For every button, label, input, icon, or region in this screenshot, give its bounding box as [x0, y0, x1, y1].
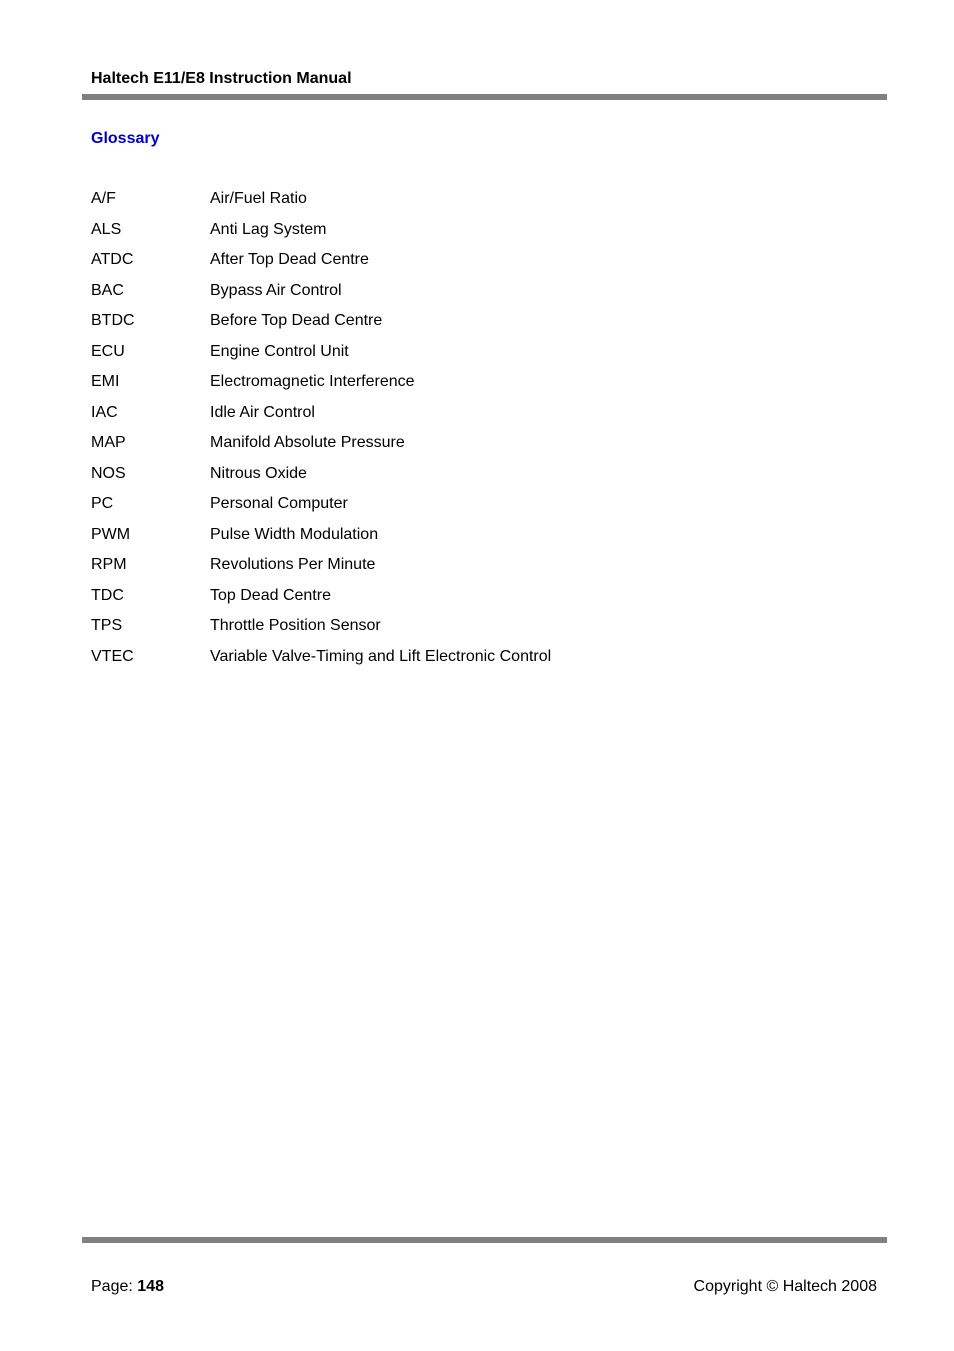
glossary-term: IAC [91, 403, 118, 421]
glossary-row [91, 187, 551, 218]
page-number [91, 1277, 164, 1297]
glossary-definition: Air/Fuel Ratio [210, 190, 307, 207]
glossary-definition: Throttle Position Sensor [210, 617, 381, 634]
glossary-row [91, 523, 551, 554]
glossary-term: BTDC [91, 312, 135, 329]
glossary-term: A/F [91, 190, 116, 207]
page-label: Page: [91, 1278, 133, 1295]
glossary-definition: Revolutions Per Minute [210, 556, 376, 573]
glossary-row [91, 370, 551, 401]
glossary-definition: Bypass Air Control [210, 281, 342, 299]
glossary-definition: Personal Computer [210, 495, 348, 512]
glossary-term: TDC [91, 586, 124, 604]
glossary-definition: Before Top Dead Centre [210, 312, 383, 329]
glossary-definition: Engine Control Unit [210, 342, 349, 360]
glossary-definition: Idle Air Control [210, 403, 315, 421]
glossary-row [91, 584, 551, 615]
glossary-row [91, 614, 551, 645]
glossary-row [91, 401, 551, 432]
glossary-definition: After Top Dead Centre [210, 251, 369, 268]
footer-divider [82, 1237, 887, 1243]
glossary-row [91, 309, 551, 340]
glossary-row [91, 492, 551, 523]
glossary-row [91, 431, 551, 462]
glossary-term: BAC [91, 281, 124, 299]
glossary-row [91, 462, 551, 493]
glossary-term: RPM [91, 556, 127, 573]
glossary-term: NOS [91, 464, 126, 482]
glossary-definition: Nitrous Oxide [210, 464, 307, 482]
glossary-row [91, 340, 551, 371]
glossary-row [91, 248, 551, 279]
page-number-value: 148 [137, 1278, 164, 1295]
glossary-term: EMI [91, 373, 120, 390]
glossary-term: TPS [91, 617, 123, 634]
glossary-definition: Top Dead Centre [210, 586, 331, 604]
glossary-term: ATDC [91, 251, 134, 268]
glossary-list [91, 187, 551, 675]
document-title: Haltech E11/E8 Instruction Manual [91, 70, 352, 87]
copyright-notice: Copyright © Haltech 2008 [693, 1278, 877, 1295]
glossary-definition: Manifold Absolute Pressure [210, 434, 405, 451]
glossary-definition: Pulse Width Modulation [210, 525, 379, 543]
glossary-term: ECU [91, 342, 125, 360]
glossary-row [91, 279, 551, 310]
glossary-row [91, 553, 551, 584]
header-divider [82, 94, 887, 100]
glossary-definition: Electromagnetic Interference [210, 373, 415, 390]
glossary-definition: Anti Lag System [210, 220, 327, 238]
glossary-term: PWM [91, 525, 131, 543]
glossary-definition: Variable Valve-Timing and Lift Electronic Control [210, 647, 552, 665]
glossary-term: VTEC [91, 647, 134, 665]
glossary-row [91, 218, 551, 249]
glossary-term: PC [91, 495, 114, 512]
glossary-row [91, 645, 551, 676]
section-heading: Glossary [91, 130, 160, 147]
glossary-term: MAP [91, 434, 126, 451]
glossary-term: ALS [91, 220, 122, 238]
